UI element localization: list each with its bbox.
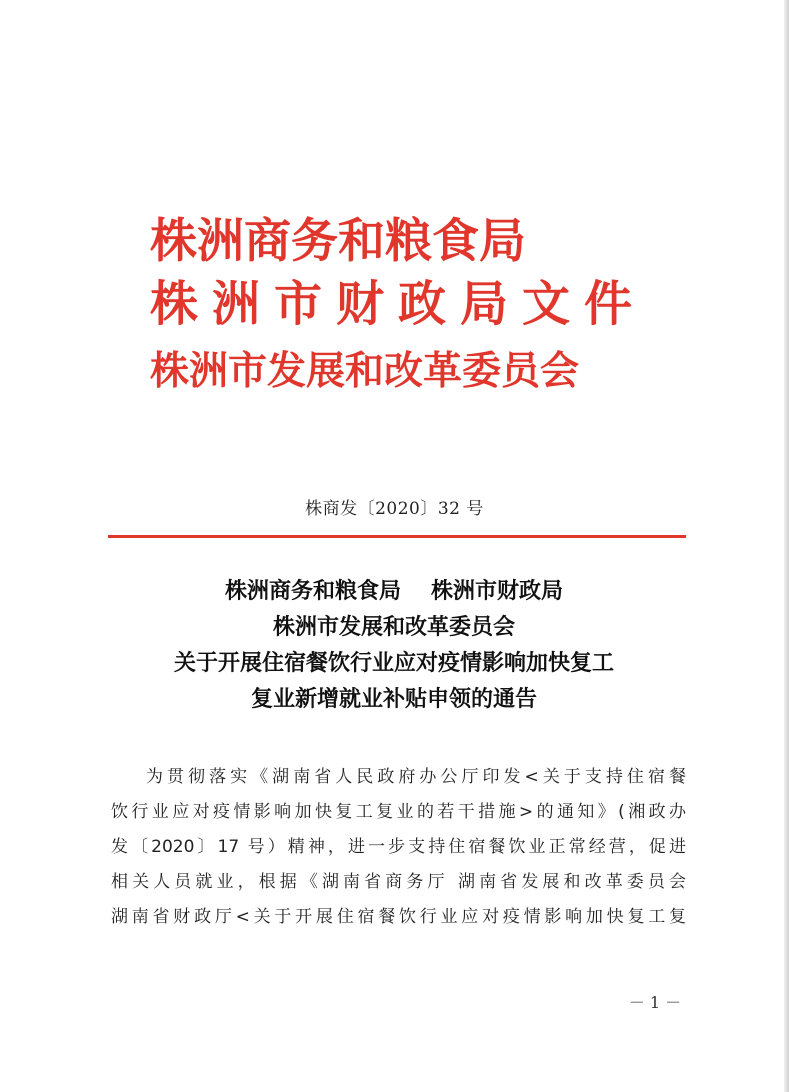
letterhead-line-3: 株洲市发展和改革委员会 <box>150 348 580 394</box>
title-line-1-part-1: 株洲商务和粮食局 <box>224 578 401 604</box>
document-number: 株商发〔2020〕32 号 <box>305 499 484 519</box>
title-line-3: 关于开展住宿餐饮行业应对疫情影响加快复工 <box>173 650 614 676</box>
page-edge <box>784 0 789 1092</box>
body-line: 为贯彻落实《湖南省人民政府办公厅印发<关于支持住宿餐 <box>146 767 686 787</box>
letterhead-line-2: 株洲市财政局文件 <box>150 276 647 332</box>
body-text <box>111 760 686 935</box>
red-divider <box>108 535 686 538</box>
title-line-1-part-2: 株洲市财政局 <box>431 578 564 604</box>
document-title <box>60 573 728 717</box>
body-line: 饮行业应对疫情影响加快复工复业的若干措施>的通知》(湘政办 <box>111 802 686 822</box>
page-number: － 1 － <box>628 993 682 1012</box>
title-line-4: 复业新增就业补贴申领的通告 <box>250 686 537 712</box>
title-line-2: 株洲市发展和改革委员会 <box>272 614 515 640</box>
letterhead <box>150 214 690 402</box>
body-line: 湖南省财政厅<关于开展住宿餐饮行业应对疫情影响加快复工复 <box>111 907 686 927</box>
letterhead-line-1: 株洲商务和粮食局 <box>150 214 526 269</box>
title-line-1 <box>60 573 728 609</box>
body-line: 发〔2020〕17 号）精神，进一步支持住宿餐饮业正常经营，促进 <box>111 837 686 857</box>
body-line: 相关人员就业，根据《湖南省商务厅 湖南省发展和改革委员会 <box>111 872 686 892</box>
